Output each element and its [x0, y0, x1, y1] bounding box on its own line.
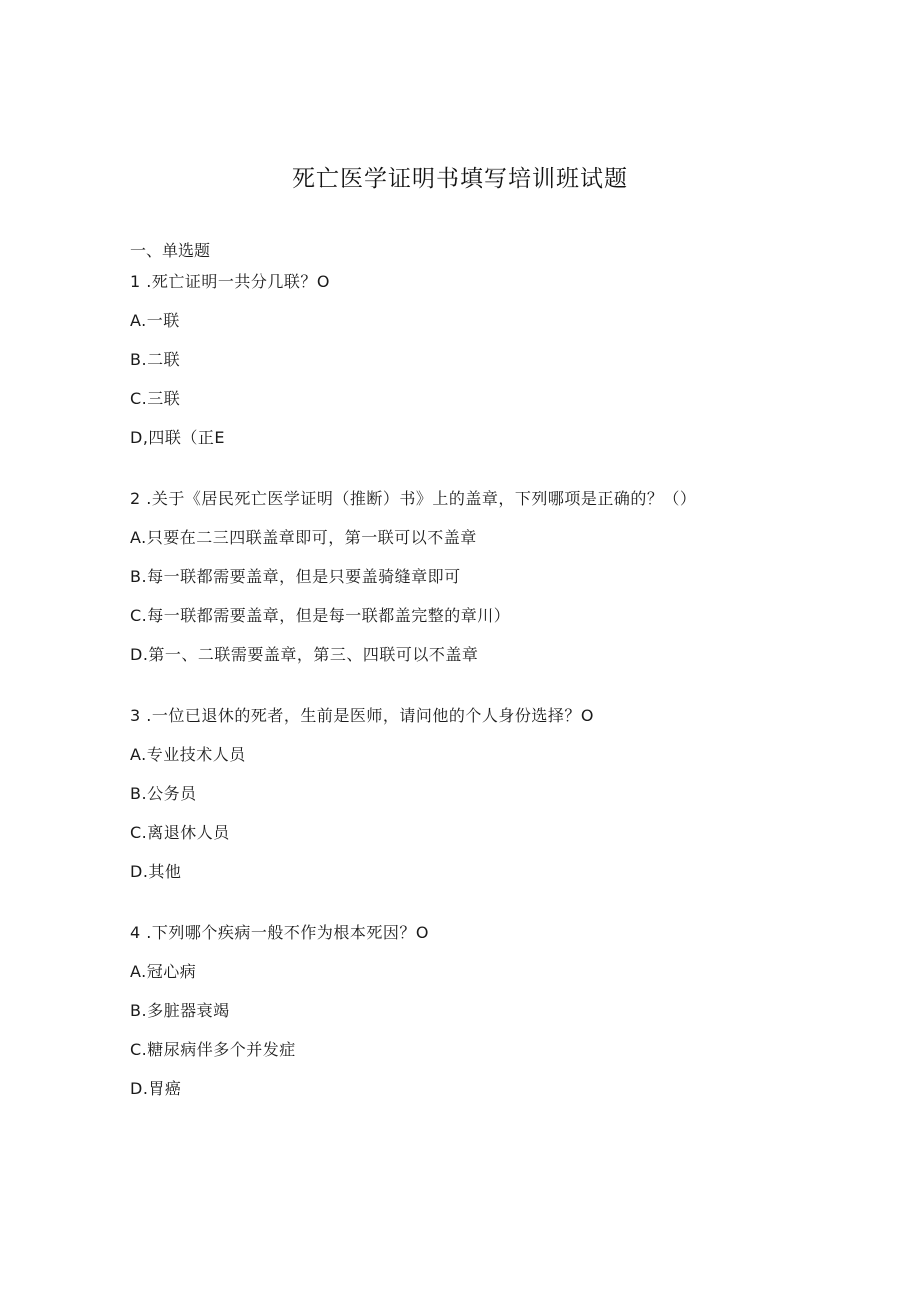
- question-4-option-b: B.多脏器衰竭: [130, 1001, 230, 1020]
- question-1-option-c: C.三联: [130, 389, 181, 408]
- question-4-option-a: A.冠心病: [130, 962, 197, 981]
- section-heading: 一、单选题: [130, 241, 211, 260]
- question-2-option-b: B.每一联都需要盖章，但是只要盖骑缝章即可: [130, 567, 461, 586]
- question-2-option-d: D.第一、二联需要盖章，第三、四联可以不盖章: [130, 645, 479, 664]
- question-4-option-c: C.糖尿病伴多个并发症: [130, 1040, 296, 1059]
- question-1-option-d: D,四联（正E: [130, 428, 226, 447]
- question-2-stem: 2 .关于《居民死亡医学证明（推断）书》上的盖章，下列哪项是正确的？（）: [130, 489, 697, 508]
- page-title: 死亡医学证明书填写培训班试题: [292, 166, 628, 192]
- question-4-option-d: D.胃癌: [130, 1079, 182, 1098]
- question-3-option-a: A.专业技术人员: [130, 745, 246, 764]
- question-2-option-a: A.只要在二三四联盖章即可，第一联可以不盖章: [130, 528, 477, 547]
- question-3-option-d: D.其他: [130, 862, 182, 881]
- question-3-option-c: C.离退休人员: [130, 823, 230, 842]
- question-2-option-c: C.每一联都需要盖章，但是每一联都盖完整的章川）: [130, 606, 511, 625]
- question-4-stem: 4 .下列哪个疾病一般不作为根本死因？O: [130, 923, 429, 942]
- question-3-stem: 3 .一位已退休的死者，生前是医师，请问他的个人身份选择？O: [130, 706, 594, 725]
- question-1-option-b: B.二联: [130, 350, 181, 369]
- question-1-option-a: A.一联: [130, 311, 180, 330]
- question-3-option-b: B.公务员: [130, 784, 197, 803]
- question-1-stem: 1 .死亡证明一共分几联？O: [130, 272, 330, 291]
